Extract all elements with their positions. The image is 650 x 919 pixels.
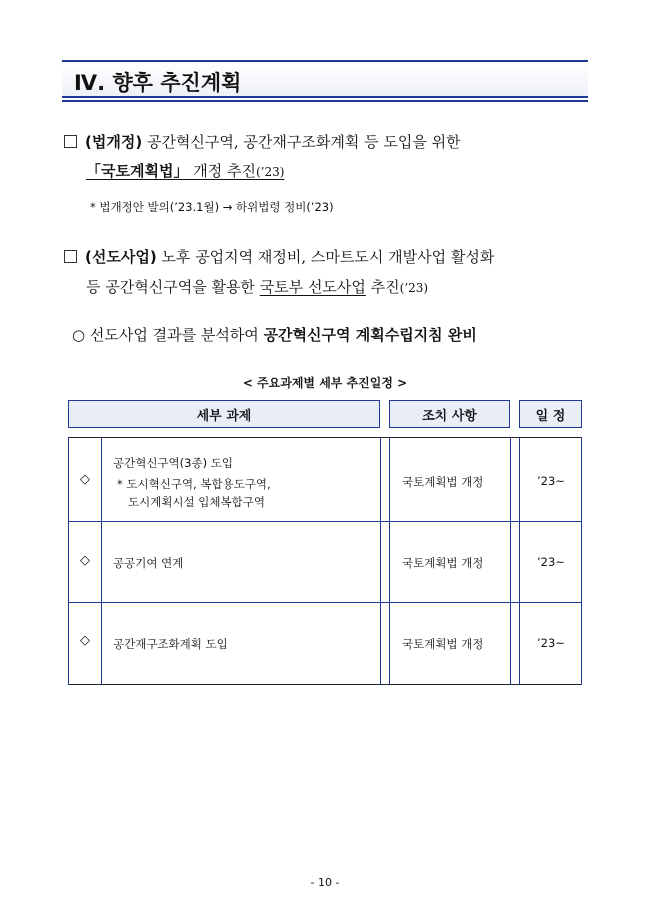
section-heading-text: Ⅳ. 향후 추진계획 <box>74 71 242 95</box>
row1-task-title: 공간혁신구역(3종) 도입 <box>113 456 233 470</box>
header-schedule: 일 정 <box>519 400 582 428</box>
table-col-divider <box>519 437 520 685</box>
item2-line2-post: 추진 <box>365 278 400 296</box>
row1-schedule: ’23~ <box>537 474 565 488</box>
table-row-divider <box>68 521 582 522</box>
item1-line2 <box>86 160 284 181</box>
item1-line1 <box>64 131 461 152</box>
item2-line2 <box>86 276 428 297</box>
item1-year: (’23) <box>255 165 285 179</box>
table-col-divider <box>380 437 381 685</box>
item1-law: 「국토계획법」 <box>86 162 189 180</box>
item1-line1-text: 공간혁신구역, 공간재구조화계획 등 도입을 위한 <box>142 133 461 151</box>
item2-line1 <box>64 246 494 267</box>
table-caption: < 주요과제별 세부 추진일정 > <box>242 376 408 390</box>
page-number: - 10 - <box>310 876 340 889</box>
row2-task-title: 공공기여 연계 <box>113 556 184 570</box>
sub-bullet-text: 선도사업 결과를 분석하여 <box>85 326 264 344</box>
row1-task-note1: * 도시혁신구역, 복합용도구역, <box>117 477 271 491</box>
sub-bullet-line <box>72 324 477 345</box>
row3-task-title: 공간재구조화계획 도입 <box>113 637 228 651</box>
item1-tag: (법개정) <box>85 133 143 151</box>
section-heading <box>62 60 588 98</box>
item1-line2-text: 개정 추진 <box>188 162 256 180</box>
row3-schedule: ’23~ <box>537 636 565 650</box>
sub-bullet-icon: ○ <box>72 326 86 344</box>
row2-action: 국토계획법 개정 <box>402 556 484 570</box>
item2-line2-pre: 등 공간혁신구역을 활용한 <box>86 278 260 296</box>
header-task: 세부 과제 <box>68 400 380 428</box>
sub-bullet-bold: 공간혁신구역 계획수립지침 완비 <box>263 326 477 344</box>
item2-year: (’23) <box>399 281 429 295</box>
item2-underlined: 국토부 선도사업 <box>259 278 366 296</box>
item2-line1-text: 노후 공업지역 재정비, 스마트도시 개발사업 활성화 <box>156 248 495 266</box>
row1-diamond-icon: ◇ <box>80 472 90 487</box>
item1-note: * 법개정안 발의(’23.1월) → 하위법령 정비(’23) <box>90 200 334 214</box>
table-border-right <box>581 437 582 685</box>
table-border-left <box>68 437 69 685</box>
row2-schedule: ’23~ <box>537 555 565 569</box>
item2-tag: (선도사업) <box>85 248 157 266</box>
row2-diamond-icon: ◇ <box>80 553 90 568</box>
row1-action: 국토계획법 개정 <box>402 475 484 489</box>
checkbox-icon <box>64 135 77 148</box>
row1-task-note2: 도시계획시설 입체복합구역 <box>128 495 265 509</box>
header-action: 조치 사항 <box>389 400 510 428</box>
row3-action: 국토계획법 개정 <box>402 637 484 651</box>
row3-diamond-icon: ◇ <box>80 633 90 648</box>
table-row-divider <box>68 602 582 603</box>
checkbox-icon <box>64 250 77 263</box>
heading-underline <box>62 100 588 102</box>
table-col-divider <box>510 437 511 685</box>
table-col-divider <box>389 437 390 685</box>
table-col-divider <box>101 437 102 685</box>
